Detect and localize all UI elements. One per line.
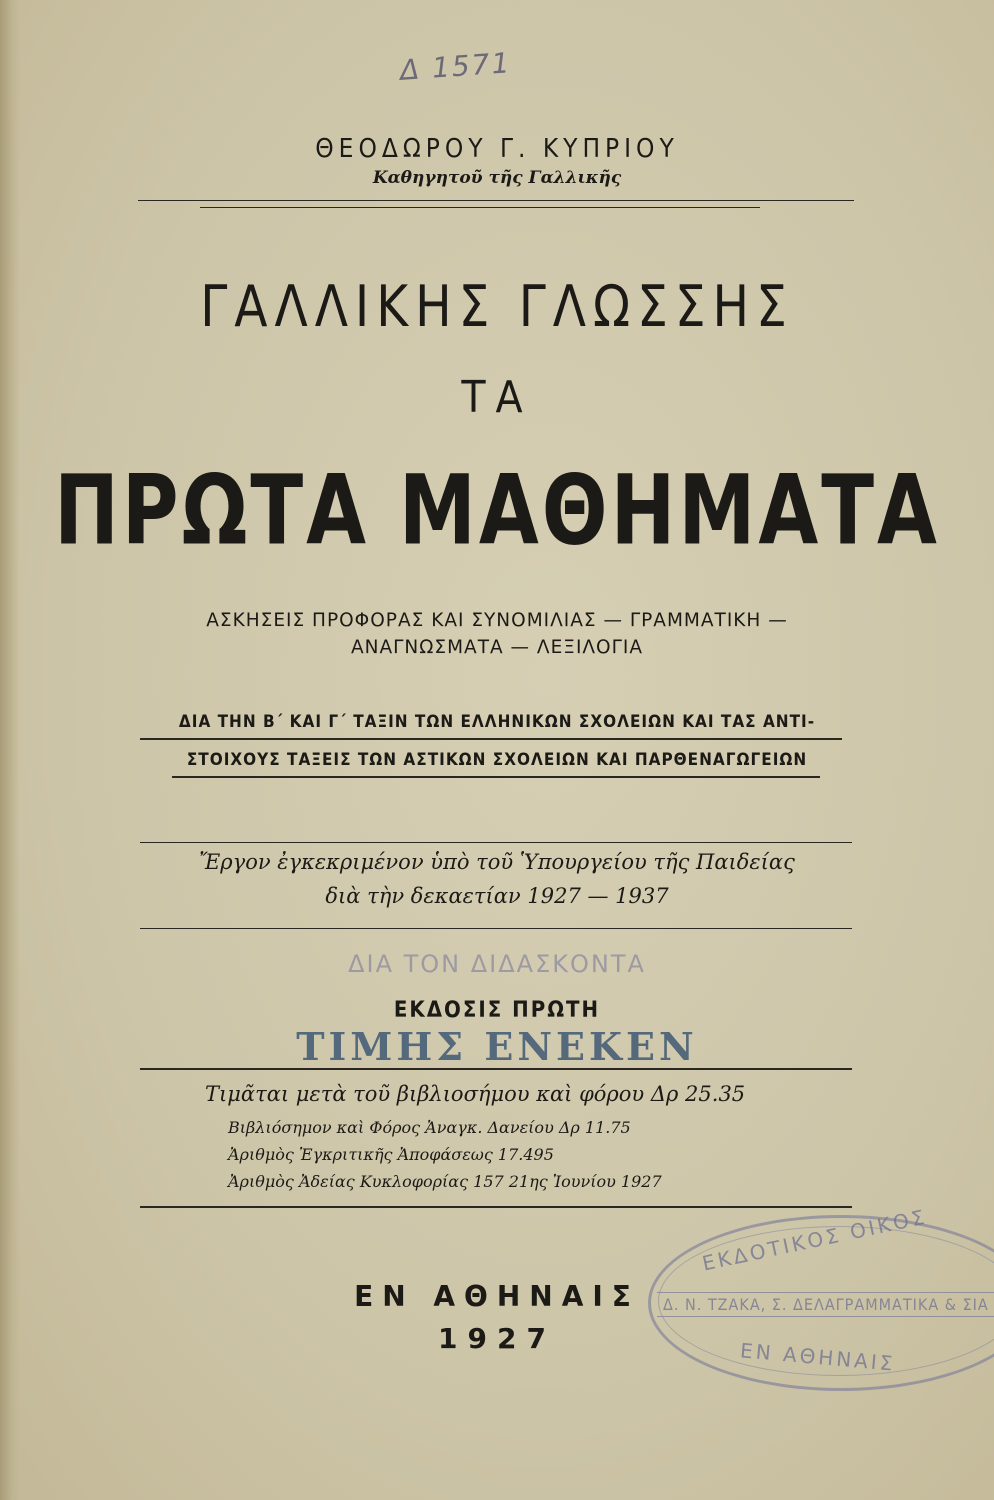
divider <box>140 1206 852 1208</box>
shelfmark: Δ 1571 <box>398 46 513 87</box>
publisher-stamp-top: ΕΚΔΟΤΙΚΟΣ ΟΙΚΟΣ <box>700 1204 930 1276</box>
classes-line-1: ΔΙΑ ΤΗΝ Β΄ ΚΑΙ Γ΄ ΤΑΞΙΝ ΤΩΝ ΕΛΛΗΝΙΚΩΝ ΣΧΟΛΕΙΩΝ ΚΑΙ ΤΑΣ ΑΝΤΙ- <box>178 712 816 732</box>
classes-line-2: ΣΤΟΙΧΟΥΣ ΤΑΞΕΙΣ ΤΩΝ ΑΣΤΙΚΩΝ ΣΧΟΛΕΙΩΝ ΚΑΙ ΠΑΡΘΕΝΑΓΩΓΕΙΩΝ <box>186 750 808 770</box>
honoris-causa-stamp: ΤΙΜΗΣ ΕΝΕΚΕΝ <box>296 1024 698 1069</box>
publisher-stamp-middle: Δ. Ν. ΤΖΑΚΑ, Σ. ΔΕΛΑΓΡΑΜΜΑΤΙΚΑ & ΣΙΑ <box>657 1292 994 1317</box>
publication-year: 1927 <box>438 1322 556 1355</box>
approval-line-2: διὰ τὴν δεκαετίαν 1927 — 1937 <box>325 884 669 908</box>
divider <box>200 207 760 208</box>
edition: ΕΚΔΟΣΙΣ ΠΡΩΤΗ <box>393 998 601 1023</box>
title-article: ΤΑ <box>461 372 533 423</box>
license-number-line: Ἀριθμὸς Ἀδείας Κυκλοφορίας 157 21ης Ἰουνίου 1927 <box>228 1172 662 1191</box>
author-name: ΘΕΟΔΩΡΟΥ Γ. ΚΥΠΡΙΟΥ <box>315 134 679 164</box>
teacher-stamp: ΔΙΑ ΤΟΝ ΔΙΔΑΣΚΟΝΤΑ <box>348 950 646 978</box>
divider <box>172 776 820 778</box>
author-role: Καθηγητοῦ τῆς Γαλλικῆς <box>372 168 622 188</box>
publisher-stamp-bottom: ΕΝ ΑΘΗΝΑΙΣ <box>739 1338 897 1376</box>
divider <box>140 1068 852 1070</box>
price-line: Τιμᾶται μετὰ τοῦ βιβλιοσήμου καὶ φόρου Δρ 25.35 <box>205 1082 746 1106</box>
divider <box>140 738 842 740</box>
approval-number-line: Ἀριθμὸς Ἐγκριτικῆς Ἀποφάσεως 17.495 <box>228 1145 554 1164</box>
divider <box>140 842 852 843</box>
place-of-publication: ΕΝ ΑΘΗΝΑΙΣ <box>354 1280 640 1313</box>
subtitle-line-1: ΑΣΚΗΣΕΙΣ ΠΡΟΦΟΡΑΣ ΚΑΙ ΣΥΝΟΜΙΛΙΑΣ — ΓΡΑΜΜΑΤΙΚΗ — <box>206 610 788 631</box>
divider <box>140 928 852 929</box>
approval-line-1: Ἔργον ἐγκεκριμένον ὑπὸ τοῦ Ὑπουργείου τῆς Παιδείας <box>199 850 795 874</box>
language-title: ΓΑΛΛΙΚΗΣ ΓΛΩΣΣΗΣ <box>200 273 794 340</box>
divider <box>138 200 854 201</box>
stamp-tax-line: Βιβλιόσημον καὶ Φόρος Ἀναγκ. Δανείου Δρ 11.75 <box>228 1118 631 1137</box>
main-title: ΠΡΩΤΑ ΜΑΘΗΜΑΤΑ <box>54 455 940 567</box>
subtitle-line-2: ΑΝΑΓΝΩΣΜΑΤΑ — ΛΕΞΙΛΟΓΙΑ <box>350 637 644 658</box>
